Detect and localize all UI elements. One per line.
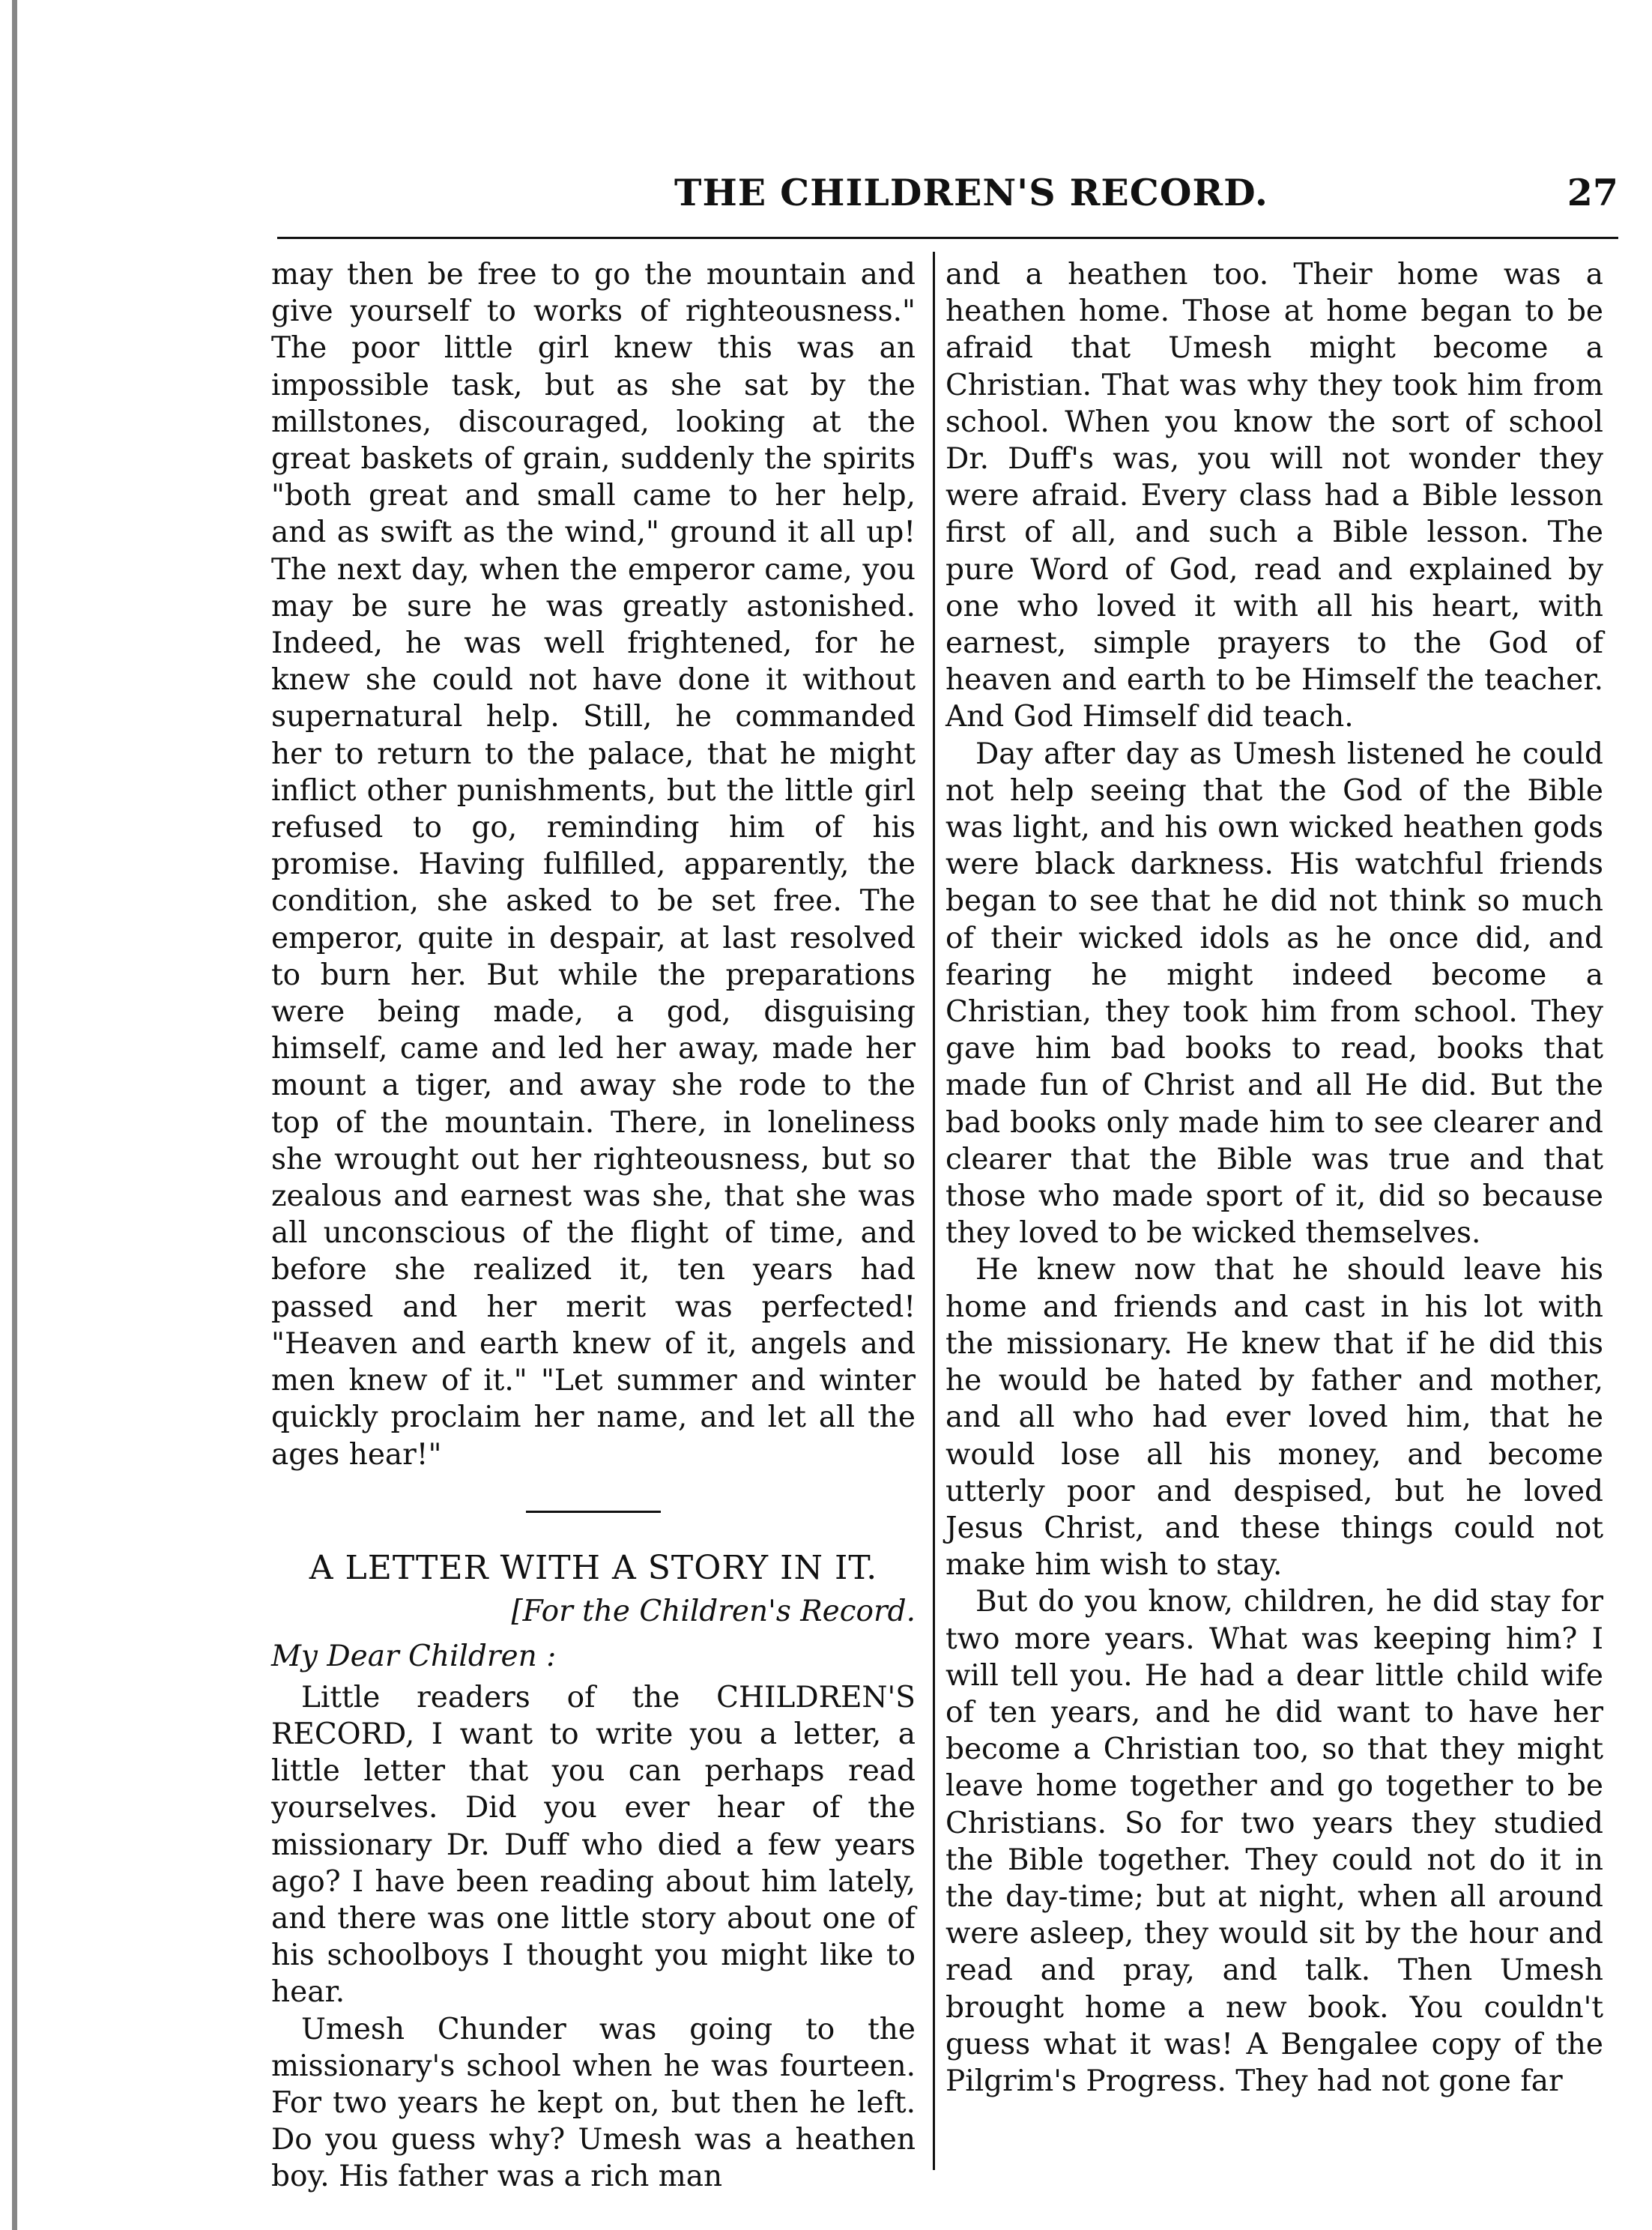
story-continuation: may then be free to go the mountain and give yourself to works of righteousness." The poor little girl knew this was an impossible task, but as she sat by the millstones, discouraged, looking at the great baskets of grain, suddenly the spirits "both great and small came to her help, and as swift as the wind," ground it all up! The next day, when the emperor came, you may be sure he was greatly astonished. Indeed, he was well frightened, for he knew she could not have done it without supernatural help. Still, he commanded her to return to the palace, that he might inflict other punishments, but the little girl refused to go, reminding him of his promise. Having fulfilled, apparently, the condition, she asked to be set free. The emperor, quite in despair, at last resolved to burn her. But while the preparations were being made, a god, disguising himself, came and led her away, made her mount a tiger, and away she rode to the top of the mountain. There, in loneliness she wrought out her righteousness, but so zealous and earnest was she, that she was all unconscious of the flight of time, and before she realized it, ten years had passed and her merit was perfected! "Heaven and earth knew of it, angels and men knew of it." "Let summer and winter quickly proclaim her name, and let all the ages hear!" [271,258,916,1472]
right-paragraph-3: He knew now that he should leave his home and friends and cast in his lot with the missionary. He knew that if he did this he would be hated by father and mother, and all who had ever loved him, that he would lose all his money, and become utterly poor and despised, but he loved Jesus Christ, and these things could not make him wish to stay. [945,1253,1603,1583]
header-rule [277,237,1618,239]
article-paragraph-2: Umesh Chunder was going to the missionary's school when he was fourteen. For two years he kept on, but then he left. Do you guess why? Umesh was a heathen boy. His father was a rich man [271,2012,916,2194]
right-paragraph-4: But do you know, children, he did stay for two more years. What was keeping him? I will tell you. He had a dear little child wife of ten years, and he did want to have her become a Christian too, so that they might leave home together and go together to be Christians. So for two years they studied the Bible together. They could not do it in the day-time; but at night, when all around were asleep, they would sit by the hour and read and pray, and talk. Then Umesh brought home a new book. You couldn't guess what it was! A Bengalee copy of the Pilgrim's Progress. They had not gone far [945,1585,1603,2098]
page-binding-edge [12,0,17,2230]
section-rule [526,1511,661,1513]
right-paragraph-1: and a heathen too. Their home was a heathen home. Those at home began to be afraid that Umesh might become a Christian. That was why they took him from school. When you know the sort of school Dr. Duff's was, you will not wonder they were afraid. Every class had a Bible lesson first of all, and such a Bible lesson. The pure Word of God, read and explained by one who loved it with all his heart, with earnest, simple prayers to the God of heaven and earth to be Himself the teacher. And God Himself did teach. [945,258,1603,734]
letter-salutation: My Dear Children : [271,1639,557,1673]
right-paragraph-2: Day after day as Umesh listened he could not help seeing that the God of the Bible was light, and his own wicked heathen gods were black darkness. His watchful friends began to see that he did not think so much of their wicked idols as he once did, and fearing he might indeed become a Christian, they took him from school. They gave him bad books to read, books that made fun of Christ and all He did. But the bad books only made him to see clearer and clearer that the Bible was true and that those who made sport of it, did so because they loved to be wicked themselves. [945,737,1603,1251]
article-byline: [For the Children's Record. [511,1594,916,1628]
left-column [271,256,916,2196]
right-column [945,256,1603,2100]
article-title: A LETTER WITH A STORY IN IT. [309,1548,878,1587]
page-header [277,171,1618,223]
running-title: THE CHILDREN'S RECORD. [674,171,1268,214]
article-paragraph-1: Little readers of the CHILDREN'S RECORD, I want to write you a letter, a little letter that you can perhaps read yourselves. Did you ever hear of the missionary Dr. Duff who died a few years ago? I have been reading about him lately, and there was one little story about one of his schoolboys I thought you might like to hear. [271,1680,916,2010]
page-number: 27 [1567,171,1618,214]
column-divider [933,252,935,2170]
